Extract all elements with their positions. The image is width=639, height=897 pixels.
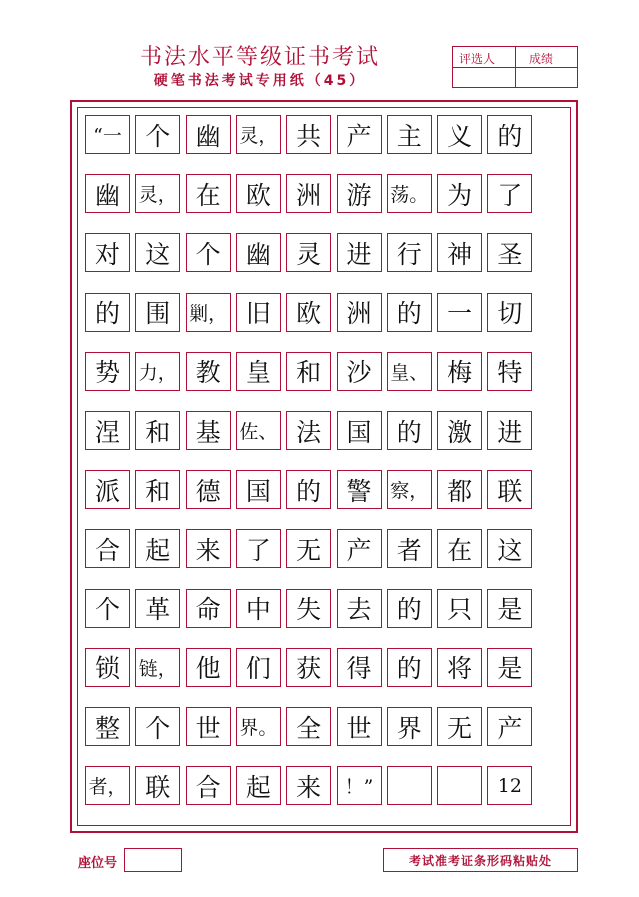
grid-cell: 圣 [487,233,532,272]
grid-cell: 联 [135,766,180,805]
grid-cell: 派 [85,470,130,509]
grid-cell: 获 [286,648,331,687]
grid-cell: 链， [135,648,180,687]
grid-cell: 的 [487,115,532,154]
grid-cell: 只 [437,589,482,628]
reviewer-label: 评选人 [459,52,496,66]
grid-cell: 在 [437,529,482,568]
grid-cell: 欧 [236,174,281,213]
grid-cell: 幽 [85,174,130,213]
grid-cell: 世 [337,707,382,746]
grid-cell: 的 [85,293,130,332]
paper-subtitle: 硬笔书法考试专用纸（45） [153,73,367,89]
grid-cell: 灵， [135,174,180,213]
grid-cell: 合 [85,529,130,568]
grid-cell: 联 [487,470,532,509]
grid-cell: 为 [437,174,482,213]
score-table-rule [453,67,577,68]
grid-cell: 整 [85,707,130,746]
barcode-sticker-area: 考试准考证条形码粘贴处 [383,848,578,872]
grid-cell: 个 [186,233,231,272]
grid-cell: 洲 [286,174,331,213]
grid-cell: 皇 [236,352,281,391]
grid-cell: 激 [437,411,482,450]
grid-cell: 欧 [286,293,331,332]
grid-cell: 12 [487,766,532,805]
grid-cell: 对 [85,233,130,272]
grid-cell: 都 [437,470,482,509]
grid-cell: 起 [135,529,180,568]
grid-cell: 合 [186,766,231,805]
grid-cell: 共 [286,115,331,154]
grid-cell: 失 [286,589,331,628]
grid-cell: 灵 [286,233,331,272]
grid-cell: 界 [387,707,432,746]
grid-cell: 在 [186,174,231,213]
grid-cell: 的 [286,470,331,509]
grid-cell: 力， [135,352,180,391]
grid-cell: 全 [286,707,331,746]
grid-cell: 沙 [337,352,382,391]
seat-number-label: 座位号 [78,856,118,871]
grid-cell: 和 [135,470,180,509]
grid-cell: 个 [135,707,180,746]
grid-cell: “一 [85,115,130,154]
grid-cell: 产 [337,529,382,568]
exam-title: 书法水平等级证书考试 [139,45,380,70]
grid-cell: 幽 [186,115,231,154]
grid-cell: 主 [387,115,432,154]
grid-cell: 者， [85,766,130,805]
grid-cell: 皇、 [387,352,432,391]
grid-cell: 将 [437,648,482,687]
grid-cell: 和 [286,352,331,391]
grid-cell: 进 [337,233,382,272]
grid-cell: 无 [286,529,331,568]
grid-cell: 剿， [186,293,231,332]
grid-cell: 教 [186,352,231,391]
grid-cell: 的 [387,293,432,332]
grid-cell: 神 [437,233,482,272]
grid-cell: 们 [236,648,281,687]
grid-cell: 基 [186,411,231,450]
grid-cell: 佐、 [236,411,281,450]
seat-number-box[interactable] [124,848,182,872]
grid-cell: 幽 [236,233,281,272]
grid-cell [437,766,482,805]
grid-cell: 是 [487,648,532,687]
grid-cell: 一 [437,293,482,332]
grid-cell: 旧 [236,293,281,332]
grid-cell: 法 [286,411,331,450]
grid-cell: 来 [186,529,231,568]
grid-cell: 是 [487,589,532,628]
grid-cell: 行 [387,233,432,272]
grid-cell: 世 [186,707,231,746]
grid-cell: 国 [337,411,382,450]
grid-cell: 梅 [437,352,482,391]
score-table [452,46,578,88]
grid-cell: 个 [135,115,180,154]
grid-cell: 产 [487,707,532,746]
grid-cell: 的 [387,648,432,687]
grid-cell: 他 [186,648,231,687]
score-label: 成绩 [529,52,554,66]
grid-cell: 得 [337,648,382,687]
grid-cell: 这 [487,529,532,568]
grid-cell: 去 [337,589,382,628]
grid-cell: 切 [487,293,532,332]
grid-cell: 围 [135,293,180,332]
grid-cell: 来 [286,766,331,805]
grid-cell: 界。 [236,707,281,746]
grid-cell: 命 [186,589,231,628]
grid-cell: 涅 [85,411,130,450]
grid-cell: 的 [387,589,432,628]
grid-cell: 革 [135,589,180,628]
grid-cell: 起 [236,766,281,805]
grid-cell: 察， [387,470,432,509]
character-grid [77,107,571,826]
grid-cell: 游 [337,174,382,213]
grid-cell: 国 [236,470,281,509]
grid-cell [387,766,432,805]
grid-cell: 无 [437,707,482,746]
grid-cell: 和 [135,411,180,450]
grid-cell: ！” [337,766,382,805]
grid-cell: 洲 [337,293,382,332]
grid-cell: 这 [135,233,180,272]
grid-cell: 产 [337,115,382,154]
grid-cell: 的 [387,411,432,450]
grid-cell: 义 [437,115,482,154]
grid-cell: 德 [186,470,231,509]
grid-cell: 进 [487,411,532,450]
grid-cell: 势 [85,352,130,391]
grid-cell: 个 [85,589,130,628]
grid-cell: 特 [487,352,532,391]
grid-cell: 警 [337,470,382,509]
grid-cell: 了 [487,174,532,213]
grid-cell: 者 [387,529,432,568]
grid-cell: 锁 [85,648,130,687]
grid-cell: 灵， [236,115,281,154]
grid-cell: 中 [236,589,281,628]
grid-cell: 了 [236,529,281,568]
grid-cell: 荡。 [387,174,432,213]
